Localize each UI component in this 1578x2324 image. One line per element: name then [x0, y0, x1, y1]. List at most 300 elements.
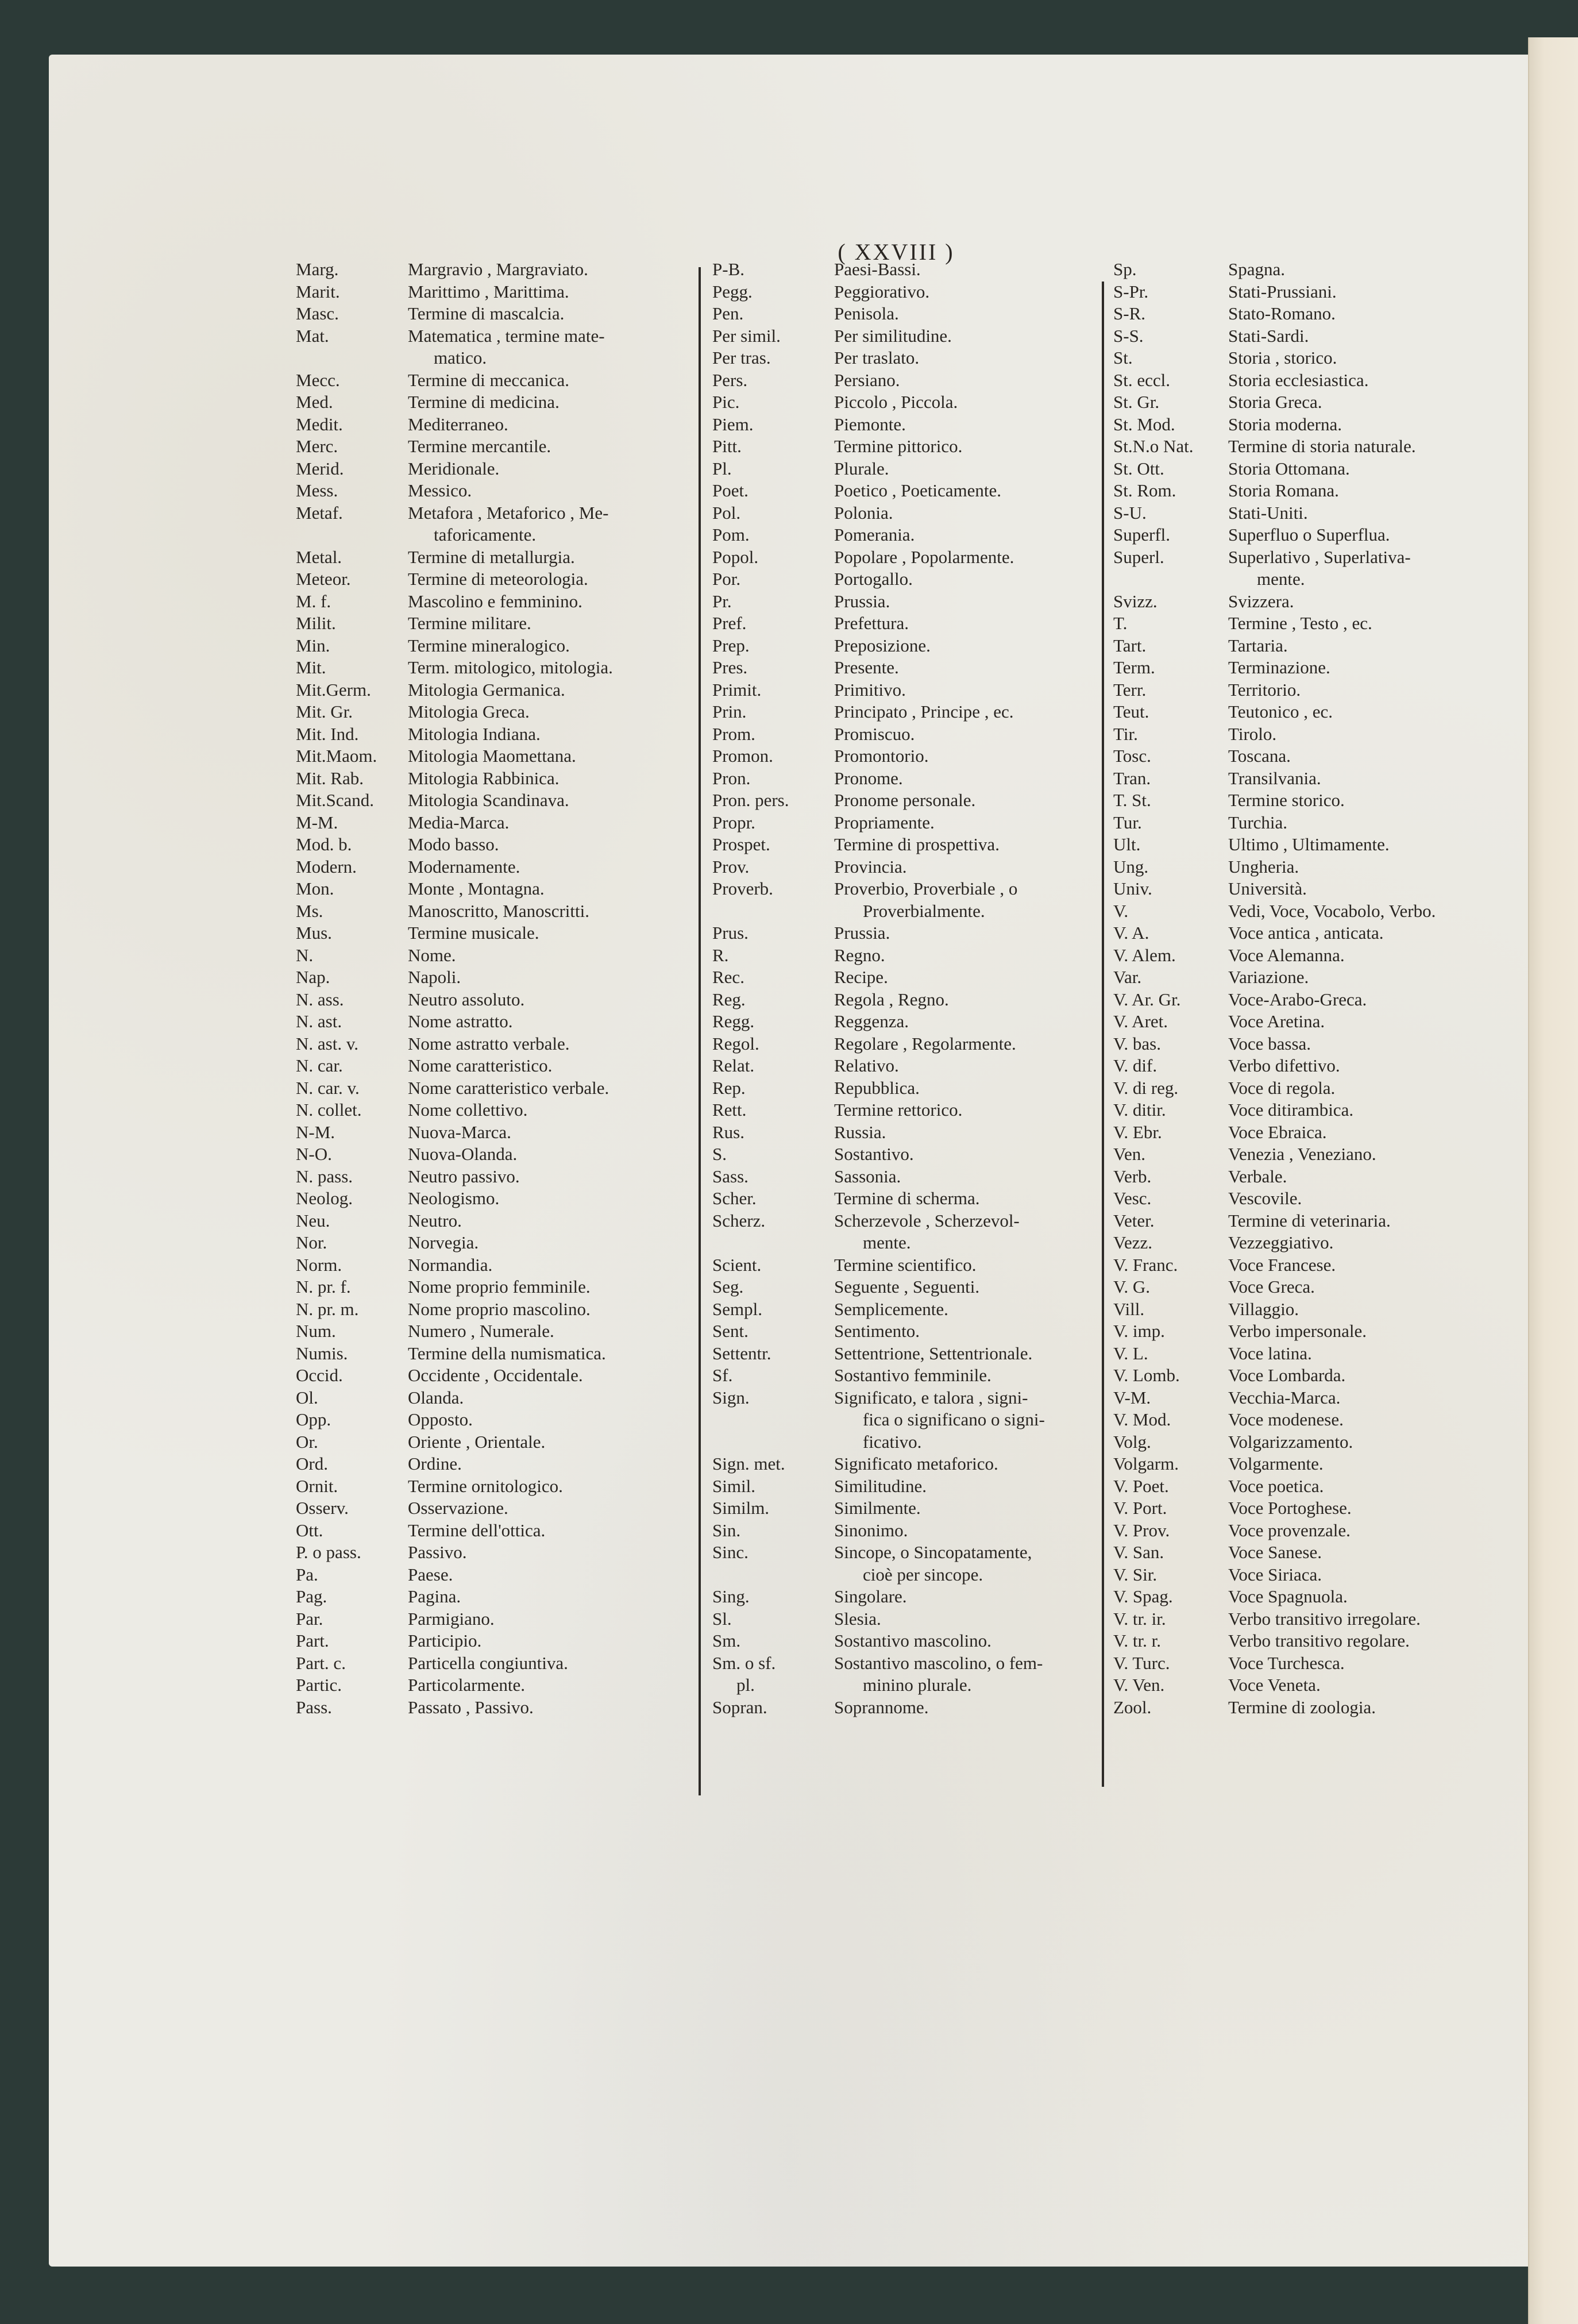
abbreviation: Pegg. — [712, 281, 753, 302]
entry-continuation — [712, 1409, 1091, 1431]
abbreviation-entry — [296, 1697, 686, 1719]
abbreviation: P-B. — [712, 259, 744, 279]
abbreviation-entry — [712, 812, 1091, 834]
abbreviation: Osserv. — [296, 1498, 349, 1518]
abbreviation-entry — [1113, 1564, 1515, 1586]
page-number: ( XXVIII ) — [838, 239, 955, 265]
expansion: matico. — [434, 348, 487, 368]
expansion: Termine di scherma. — [834, 1188, 980, 1208]
abbreviation-entry — [712, 281, 1091, 303]
abbreviation-entry — [712, 391, 1091, 414]
abbreviation: Tran. — [1113, 768, 1151, 788]
expansion: Regola , Regno. — [834, 989, 949, 1009]
expansion: Meridionale. — [408, 458, 500, 479]
abbreviation: N. ast. — [296, 1011, 342, 1031]
expansion: Sentimento. — [834, 1321, 920, 1341]
abbreviation-entry — [712, 259, 1091, 281]
abbreviation: V. A. — [1113, 923, 1149, 943]
abbreviation: Min. — [296, 635, 330, 656]
expansion: Terminazione. — [1228, 657, 1330, 677]
expansion: Nome collettivo. — [408, 1100, 528, 1120]
abbreviation: Pic. — [712, 392, 740, 412]
abbreviation: Neolog. — [296, 1188, 353, 1208]
abbreviation-entry — [296, 745, 686, 768]
expansion: Metafora , Metaforico , Me- — [408, 502, 609, 523]
abbreviation-column-right — [1113, 259, 1515, 1718]
abbreviation-entry — [296, 480, 686, 502]
expansion: Opposto. — [408, 1409, 473, 1429]
abbreviation: Tir. — [1113, 723, 1138, 744]
abbreviation-entry — [296, 1121, 686, 1144]
abbreviation-entry — [712, 657, 1091, 679]
abbreviation: Mit.Germ. — [296, 679, 371, 700]
abbreviation: Part. — [296, 1631, 329, 1651]
abbreviation: S-R. — [1113, 303, 1145, 323]
expansion: Promontorio. — [834, 746, 929, 766]
abbreviation-entry — [1113, 259, 1515, 281]
abbreviation: Pron. — [712, 768, 751, 788]
expansion: Termine della numismatica. — [408, 1343, 606, 1363]
abbreviation-entry — [1113, 612, 1515, 635]
expansion: Proverbio, Proverbiale , o — [834, 878, 1018, 899]
abbreviation: M-M. — [296, 812, 338, 833]
expansion: Slesia. — [834, 1608, 881, 1629]
abbreviation: St. eccl. — [1113, 369, 1170, 390]
abbreviation-entry — [712, 347, 1091, 369]
expansion: Voce Portoghese. — [1228, 1498, 1352, 1518]
abbreviation: Pres. — [712, 657, 748, 677]
abbreviation: V. bas. — [1113, 1033, 1161, 1054]
abbreviation-entry — [296, 1033, 686, 1055]
abbreviation: V. Mod. — [1113, 1409, 1171, 1429]
abbreviation: Pron. pers. — [712, 790, 789, 810]
abbreviation-entry — [712, 1121, 1091, 1144]
abbreviation: Pom. — [712, 525, 750, 545]
abbreviation: Simil. — [712, 1475, 755, 1496]
abbreviation: Regol. — [712, 1033, 759, 1054]
expansion: Parmigiano. — [408, 1608, 495, 1629]
abbreviation-entry — [712, 568, 1091, 591]
expansion: Vezzeggiativo. — [1228, 1232, 1334, 1252]
expansion: Paesi-Bassi. — [834, 259, 921, 279]
abbreviation: Prospet. — [712, 834, 770, 854]
abbreviation-entry — [712, 612, 1091, 635]
abbreviation-entry — [296, 281, 686, 303]
expansion: Sostantivo femminile. — [834, 1365, 991, 1385]
expansion: Nome astratto. — [408, 1011, 513, 1031]
abbreviation-entry — [1113, 1674, 1515, 1697]
abbreviation-entry — [296, 1409, 686, 1431]
abbreviation: V. Ar. Gr. — [1113, 989, 1181, 1009]
abbreviation-entry — [296, 1320, 686, 1343]
abbreviation-entry — [712, 679, 1091, 702]
abbreviation: S-Pr. — [1113, 281, 1149, 302]
expansion: Primitivo. — [834, 679, 906, 700]
expansion: Storia Greca. — [1228, 392, 1322, 412]
entry-continuation — [712, 1564, 1091, 1586]
abbreviation-entry — [712, 1697, 1091, 1719]
abbreviation-entry — [1113, 922, 1515, 945]
expansion: Significato metaforico. — [834, 1454, 998, 1474]
expansion: Termine di meteorologia. — [408, 569, 588, 589]
expansion: Sostantivo mascolino, o fem- — [834, 1652, 1043, 1673]
expansion: Termine musicale. — [408, 923, 539, 943]
expansion: Voce Ebraica. — [1228, 1121, 1327, 1142]
abbreviation: Ult. — [1113, 834, 1141, 854]
expansion: Poetico , Poeticamente. — [834, 480, 1001, 500]
abbreviation-entry — [1113, 657, 1515, 679]
abbreviation: Superl. — [1113, 546, 1164, 567]
abbreviation-entry — [296, 259, 686, 281]
abbreviation-entry — [296, 369, 686, 392]
expansion: minino plurale. — [863, 1675, 972, 1695]
abbreviation: V. tr. r. — [1113, 1631, 1161, 1651]
expansion: Toscana. — [1228, 746, 1291, 766]
entry-continuation — [712, 900, 1091, 923]
abbreviation-entry — [296, 546, 686, 569]
abbreviation: S. — [712, 1144, 727, 1164]
abbreviation-entry — [296, 679, 686, 702]
expansion: Reggenza. — [834, 1011, 909, 1031]
abbreviation-entry — [712, 435, 1091, 458]
expansion: Matematica , termine mate- — [408, 325, 605, 346]
abbreviation: Partic. — [296, 1675, 342, 1695]
abbreviation-entry — [296, 303, 686, 325]
abbreviation: Sf. — [712, 1365, 733, 1385]
expansion: Repubblica. — [834, 1077, 920, 1098]
abbreviation: Pen. — [712, 303, 744, 323]
abbreviation-entry — [296, 1652, 686, 1675]
abbreviation: Mit. — [296, 657, 326, 677]
abbreviation-entry — [296, 989, 686, 1011]
expansion: Preposizione. — [834, 635, 931, 656]
entry-continuation — [712, 1232, 1091, 1254]
abbreviation: Ord. — [296, 1454, 328, 1474]
abbreviation: Prus. — [712, 923, 749, 943]
expansion: Nome proprio mascolino. — [408, 1298, 591, 1319]
abbreviation-entry — [296, 1276, 686, 1298]
abbreviation: Mit.Scand. — [296, 790, 375, 810]
abbreviation-entry — [712, 546, 1091, 569]
expansion: Vecchia-Marca. — [1228, 1387, 1341, 1408]
abbreviation-entry — [296, 635, 686, 657]
expansion: Vescovile. — [1228, 1188, 1302, 1208]
abbreviation: St.N.o Nat. — [1113, 436, 1194, 456]
expansion: mente. — [1257, 569, 1305, 589]
abbreviation-entry — [1113, 856, 1515, 878]
abbreviation: V. imp. — [1113, 1321, 1165, 1341]
expansion: Sincope, o Sincopatamente, — [834, 1542, 1032, 1562]
abbreviation: Mit. Gr. — [296, 702, 353, 722]
expansion: Stati-Uniti. — [1228, 502, 1308, 523]
abbreviation-entry — [296, 789, 686, 812]
abbreviation-entry — [296, 1232, 686, 1254]
expansion: Principato , Principe , ec. — [834, 702, 1014, 722]
abbreviation-entry — [296, 1630, 686, 1652]
abbreviation-entry — [296, 922, 686, 945]
abbreviation-entry — [296, 612, 686, 635]
abbreviation-entry — [1113, 1343, 1515, 1365]
expansion: Regno. — [834, 945, 885, 965]
abbreviation-entry — [1113, 1453, 1515, 1475]
abbreviation-entry — [1113, 502, 1515, 525]
abbreviation: N-M. — [296, 1121, 335, 1142]
abbreviation-entry — [1113, 1166, 1515, 1188]
abbreviation: Metal. — [296, 546, 342, 567]
expansion: Voce Sanese. — [1228, 1542, 1322, 1562]
abbreviation-entry — [296, 1099, 686, 1121]
abbreviation-entry — [296, 1497, 686, 1520]
abbreviation: Pag. — [296, 1586, 327, 1606]
abbreviation-entry — [712, 591, 1091, 613]
expansion: Similitudine. — [834, 1475, 927, 1496]
abbreviation: Sign. met. — [712, 1454, 785, 1474]
abbreviation: V. tr. ir. — [1113, 1608, 1166, 1629]
expansion: Manoscritto, Manoscritti. — [408, 900, 589, 921]
abbreviation-entry — [712, 1475, 1091, 1498]
abbreviation-entry — [296, 1586, 686, 1608]
expansion: Per traslato. — [834, 348, 920, 368]
expansion: Voce antica , anticata. — [1228, 923, 1384, 943]
abbreviation-entry — [712, 1387, 1091, 1409]
expansion: Semplicemente. — [834, 1298, 948, 1319]
expansion: Verbale. — [1228, 1166, 1287, 1186]
abbreviation-entry — [1113, 391, 1515, 414]
expansion: Ultimo , Ultimamente. — [1228, 834, 1390, 854]
abbreviation: N. car. — [296, 1055, 343, 1076]
abbreviation-entry — [296, 945, 686, 967]
expansion: Storia Ottomana. — [1228, 458, 1350, 479]
abbreviation: Sent. — [712, 1321, 749, 1341]
expansion: Mitologia Scandinava. — [408, 790, 569, 810]
abbreviation: Pa. — [296, 1564, 318, 1585]
abbreviation-entry — [296, 1298, 686, 1321]
expansion: Voce bassa. — [1228, 1033, 1311, 1054]
expansion: Verbo impersonale. — [1228, 1321, 1367, 1341]
abbreviation: V. Spag. — [1113, 1586, 1173, 1606]
abbreviation-entry — [712, 1099, 1091, 1121]
abbreviation: N. pass. — [296, 1166, 353, 1186]
abbreviation-entry — [712, 1608, 1091, 1631]
expansion: Sostantivo. — [834, 1144, 914, 1164]
abbreviation: V. Lomb. — [1113, 1365, 1180, 1385]
abbreviation: Sinc. — [712, 1542, 749, 1562]
entry-continuation — [712, 1431, 1091, 1454]
abbreviation: Propr. — [712, 812, 755, 833]
abbreviation-entry — [712, 1541, 1091, 1564]
abbreviation: Sin. — [712, 1520, 741, 1540]
expansion: Storia moderna. — [1228, 414, 1342, 434]
abbreviation-entry — [712, 1520, 1091, 1542]
abbreviation: Pr. — [712, 591, 732, 611]
abbreviation: Univ. — [1113, 878, 1152, 899]
abbreviation-entry — [712, 878, 1091, 900]
abbreviation-entry — [1113, 1232, 1515, 1254]
abbreviation: Scient. — [712, 1254, 762, 1275]
abbreviation-entry — [1113, 768, 1515, 790]
abbreviation: St. — [1113, 348, 1133, 368]
expansion: Voce Francese. — [1228, 1254, 1336, 1275]
abbreviation-entry — [712, 1276, 1091, 1298]
abbreviation-entry — [712, 1077, 1091, 1100]
abbreviation: Num. — [296, 1321, 336, 1341]
expansion: Nuova-Marca. — [408, 1121, 511, 1142]
abbreviation-entry — [1113, 1431, 1515, 1454]
expansion: Voce provenzale. — [1228, 1520, 1351, 1540]
expansion: Mitologia Indiana. — [408, 723, 541, 744]
abbreviation: Mecc. — [296, 369, 340, 390]
abbreviation: N. ast. v. — [296, 1033, 359, 1054]
expansion: Nome proprio femminile. — [408, 1277, 591, 1297]
abbreviation: R. — [712, 945, 729, 965]
abbreviation: Scherz. — [712, 1210, 766, 1231]
expansion: Spagna. — [1228, 259, 1286, 279]
expansion: Russia. — [834, 1121, 886, 1142]
expansion: Voce-Arabo-Greca. — [1228, 989, 1367, 1009]
abbreviation-entry — [1113, 1652, 1515, 1675]
expansion: Mitologia Germanica. — [408, 679, 565, 700]
abbreviation: V. L. — [1113, 1343, 1148, 1363]
abbreviation: St. Mod. — [1113, 414, 1175, 434]
expansion: Volgarmente. — [1228, 1454, 1324, 1474]
abbreviation: Seg. — [712, 1277, 744, 1297]
abbreviation-entry — [1113, 1188, 1515, 1210]
expansion: Svizzera. — [1228, 591, 1294, 611]
abbreviation-entry — [296, 1188, 686, 1210]
expansion: Termine storico. — [1228, 790, 1345, 810]
abbreviation-entry — [712, 303, 1091, 325]
abbreviation: N. pr. f. — [296, 1277, 351, 1297]
abbreviation-entry — [1113, 1011, 1515, 1033]
abbreviation: Occid. — [296, 1365, 343, 1385]
abbreviation: Volg. — [1113, 1431, 1151, 1452]
expansion: Vedi, Voce, Vocabolo, Verbo. — [1228, 900, 1436, 921]
abbreviation-entry — [712, 945, 1091, 967]
expansion: mente. — [863, 1232, 911, 1252]
abbreviation: Opp. — [296, 1409, 331, 1429]
abbreviation: Mod. b. — [296, 834, 352, 854]
abbreviation: Prov. — [712, 856, 750, 877]
abbreviation: Med. — [296, 392, 333, 412]
abbreviation: Sm. — [712, 1631, 741, 1651]
expansion: fica o significano o signi- — [863, 1409, 1045, 1429]
expansion: Normandia. — [408, 1254, 493, 1275]
expansion: Participio. — [408, 1631, 482, 1651]
abbreviation: Ol. — [296, 1387, 318, 1408]
abbreviation-entry — [712, 856, 1091, 878]
abbreviation: Superfl. — [1113, 525, 1171, 545]
expansion: Passivo. — [408, 1542, 467, 1562]
expansion: Termine rettorico. — [834, 1100, 963, 1120]
abbreviation: Ms. — [296, 900, 323, 921]
abbreviation-entry — [712, 1254, 1091, 1277]
abbreviation: Pers. — [712, 369, 748, 390]
abbreviation: Prin. — [712, 702, 747, 722]
abbreviation: Nap. — [296, 967, 330, 987]
entry-continuation — [296, 347, 686, 369]
expansion: Plurale. — [834, 458, 889, 479]
abbreviation-entry — [1113, 1077, 1515, 1100]
abbreviation-entry — [1113, 480, 1515, 502]
expansion: Stati-Sardi. — [1228, 325, 1309, 346]
abbreviation: V. ditir. — [1113, 1100, 1166, 1120]
expansion: Termine dell'ottica. — [408, 1520, 546, 1540]
expansion: Pomerania. — [834, 525, 915, 545]
expansion: Prussia. — [834, 591, 890, 611]
abbreviation: Sass. — [712, 1166, 749, 1186]
expansion: Voce Siriaca. — [1228, 1564, 1322, 1585]
abbreviation-entry — [296, 414, 686, 436]
abbreviation-entry — [712, 1055, 1091, 1077]
abbreviation-entry — [1113, 878, 1515, 900]
abbreviation-entry — [712, 1188, 1091, 1210]
expansion: Termine militare. — [408, 613, 531, 633]
abbreviation: Nor. — [296, 1232, 327, 1252]
abbreviation: Piem. — [712, 414, 754, 434]
abbreviation: St. Ott. — [1113, 458, 1164, 479]
expansion: Tartaria. — [1228, 635, 1288, 656]
expansion: Provincia. — [834, 856, 907, 877]
abbreviation-entry — [712, 723, 1091, 746]
abbreviation: Milit. — [296, 613, 336, 633]
expansion: Termine di veterinaria. — [1228, 1210, 1391, 1231]
abbreviation-entry — [712, 1298, 1091, 1321]
abbreviation: Sign. — [712, 1387, 750, 1408]
abbreviation-entry — [296, 1608, 686, 1631]
abbreviation-entry — [296, 1520, 686, 1542]
expansion: Superfluo o Superflua. — [1228, 525, 1390, 545]
expansion: Piccolo , Piccola. — [834, 392, 958, 412]
expansion: Voce Aretina. — [1228, 1011, 1325, 1031]
expansion: Media-Marca. — [408, 812, 510, 833]
abbreviation-entry — [1113, 1541, 1515, 1564]
abbreviation: V. Ven. — [1113, 1675, 1165, 1695]
abbreviation-entry — [296, 568, 686, 591]
abbreviation: Meteor. — [296, 569, 351, 589]
abbreviation: Ott. — [296, 1520, 323, 1540]
expansion: Peggiorativo. — [834, 281, 930, 302]
abbreviation: S-S. — [1113, 325, 1144, 346]
abbreviation: T. — [1113, 613, 1128, 633]
abbreviation-entry — [296, 591, 686, 613]
abbreviation: Sopran. — [712, 1697, 767, 1717]
abbreviation: M. f. — [296, 591, 331, 611]
expansion: Voce Alemanna. — [1228, 945, 1345, 965]
expansion: Verbo transitivo regolare. — [1228, 1631, 1410, 1651]
abbreviation: Volgarm. — [1113, 1454, 1179, 1474]
abbreviation-entry — [1113, 1697, 1515, 1719]
expansion: Pagina. — [408, 1586, 461, 1606]
abbreviation: N. pr. m. — [296, 1298, 359, 1319]
abbreviation-entry — [296, 435, 686, 458]
expansion: Sinonimo. — [834, 1520, 908, 1540]
abbreviation: Ung. — [1113, 856, 1149, 877]
expansion: Popolare , Popolarmente. — [834, 546, 1014, 567]
abbreviation: Popol. — [712, 546, 759, 567]
column-divider — [1102, 282, 1104, 1787]
abbreviation-entry — [1113, 281, 1515, 303]
expansion: Nome caratteristico. — [408, 1055, 553, 1076]
expansion: Storia Romana. — [1228, 480, 1339, 500]
abbreviation: V. Prov. — [1113, 1520, 1170, 1540]
abbreviation: Mit. Rab. — [296, 768, 364, 788]
abbreviation-entry — [1113, 945, 1515, 967]
abbreviation: V. Franc. — [1113, 1254, 1178, 1275]
expansion: Messico. — [408, 480, 472, 500]
expansion: Termine di storia naturale. — [1228, 436, 1416, 456]
expansion: Voce Veneta. — [1228, 1675, 1321, 1695]
abbreviation: Numis. — [296, 1343, 348, 1363]
